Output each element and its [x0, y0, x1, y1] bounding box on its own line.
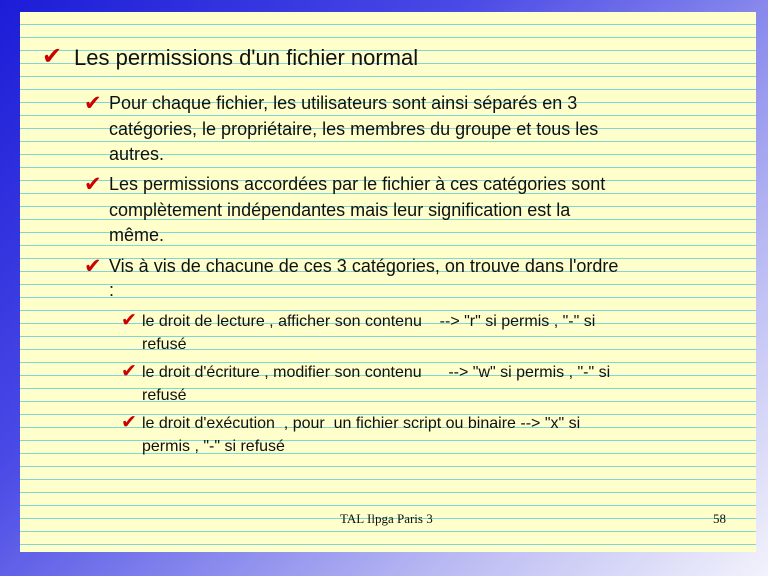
sub-bullet-line: permis , "-" si refusé — [142, 438, 285, 455]
sub-bullet-line: le droit d'écriture , modifier son contenu --> "w" si permis , "-" si — [142, 364, 611, 381]
check-bullet-icon: ✔ — [84, 254, 102, 278]
bullet-line: complètement indépendantes mais leur signification est la — [109, 200, 571, 220]
sub-bullet-line: refusé — [142, 336, 187, 353]
bullet-line: Les permissions accordées par le fichier à ces catégories sont — [109, 174, 606, 194]
check-bullet-icon: ✔ — [42, 42, 63, 70]
bullet-line: catégories, le propriétaire, les membres du groupe et tous les — [109, 119, 599, 139]
check-bullet-icon: ✔ — [84, 91, 102, 115]
bullet-line: autres. — [109, 144, 165, 164]
slide — [20, 12, 756, 552]
bullet-line: Pour chaque fichier, les utilisateurs sont ainsi séparés en 3 — [109, 93, 578, 113]
sub-bullet-line: le droit d'exécution , pour un fichier script ou binaire --> "x" si — [142, 415, 581, 432]
check-bullet-icon: ✔ — [84, 172, 102, 196]
sub-bullet-line: le droit de lecture , afficher son contenu --> "r" si permis , "-" si — [142, 313, 596, 330]
bullet-line: Vis à vis de chacune de ces 3 catégories, on trouve dans l'ordre — [109, 256, 619, 276]
slide-title: Les permissions d'un fichier normal — [74, 45, 419, 70]
check-bullet-icon: ✔ — [121, 309, 137, 331]
page-number: 58 — [713, 511, 726, 526]
check-bullet-icon: ✔ — [121, 411, 137, 433]
bullet-line: même. — [109, 225, 165, 245]
footer-text: TAL Ilpga Paris 3 — [340, 511, 433, 526]
sub-bullet-line: refusé — [142, 387, 187, 404]
check-bullet-icon: ✔ — [121, 360, 137, 382]
bullet-line: : — [109, 280, 115, 300]
